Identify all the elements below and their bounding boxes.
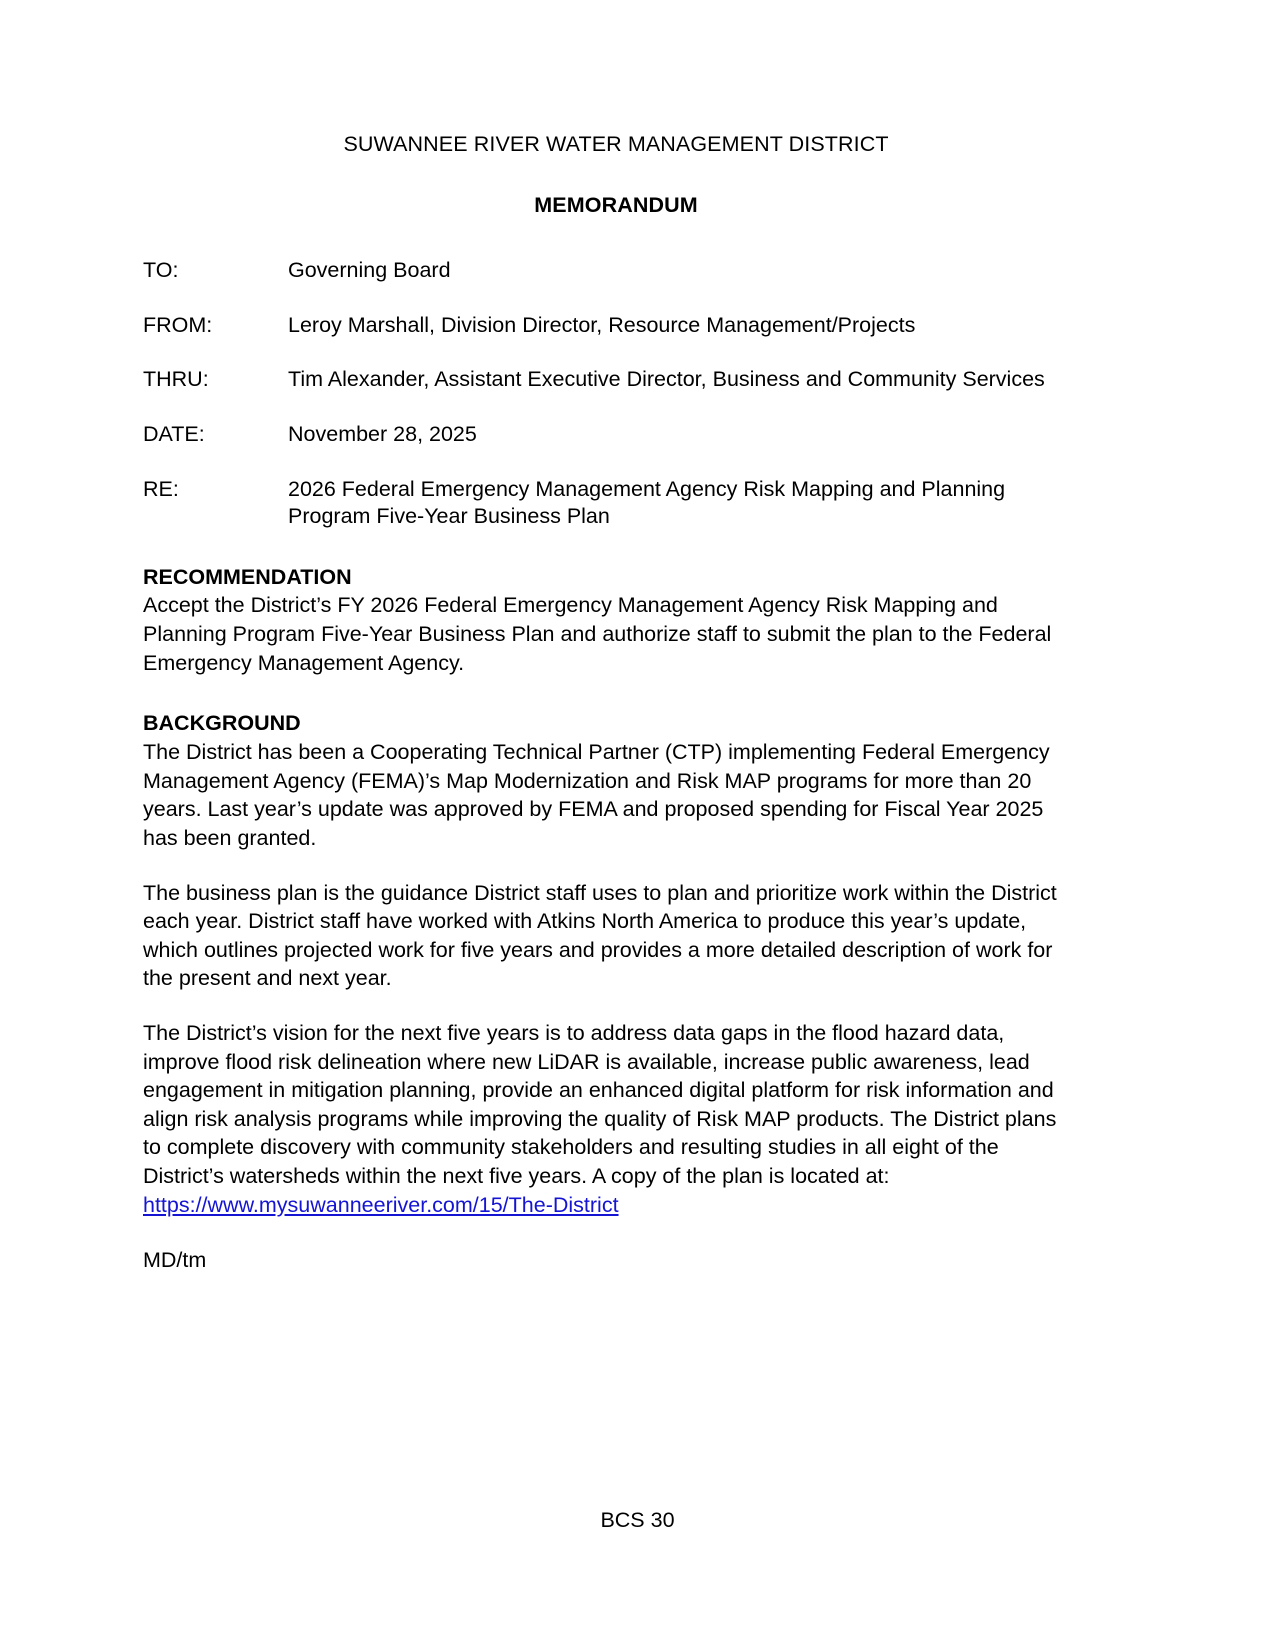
section-background: [143, 710, 1075, 1219]
memo-field-label: DATE:: [143, 421, 205, 446]
memo-field-label: THRU:: [143, 367, 209, 392]
signoff-initials: MD/tm: [143, 1248, 207, 1273]
background-paragraph-1: The District has been a Cooperating Technical Partner (CTP) implementing Federal Emergency Management Agency (FEMA)’s Map Modernization and Risk MAP programs for more than 20 years. Last year’s update was approved by FEMA and proposed spending for Fiscal Year 2025 has been granted.: [143, 740, 1050, 850]
memo-field-value: 2026 Federal Emergency Management Agency Risk Mapping and Planning Program Five-Year Business Plan: [288, 476, 1006, 529]
document-body: [143, 132, 1075, 1275]
background-paragraph-2: The business plan is the guidance District staff uses to plan and prioritize work within the District each year. District staff have worked with Atkins North America to produce this year’s update, which outlines projected work for five years and provides a more detailed description of work for the present and next year.: [143, 880, 1057, 991]
background-paragraph-3: [143, 1019, 1075, 1219]
memo-field-value: Leroy Marshall, Division Director, Resource Management/Projects: [288, 312, 916, 337]
organization-title: SUWANNEE RIVER WATER MANAGEMENT DISTRICT: [343, 132, 889, 156]
memo-field-thru: [143, 366, 1075, 394]
section-recommendation: [143, 564, 1075, 678]
memo-field-value: Tim Alexander, Assistant Executive Director, Business and Community Services: [288, 367, 1045, 392]
memo-field-label: FROM:: [143, 312, 213, 337]
business-plan-link[interactable]: https://www.mysuwanneeriver.com/15/The-District: [143, 1192, 619, 1217]
memo-field-date: [143, 421, 1075, 449]
background-paragraph-3-text: The District’s vision for the next five years is to address data gaps in the flood hazard data, improve flood risk delineation where new LiDAR is available, increase public awareness, lead engagement in mitigation planning, provide an enhanced digital platform for risk information and align risk analysis programs while improving the quality of Risk MAP products. The District plans to complete discovery with community stakeholders and resulting studies in all eight of the District’s watersheds within the next five years. A copy of the plan is located at:: [143, 1020, 1057, 1188]
memo-field-re: [143, 476, 1075, 531]
memo-field-from: [143, 312, 1075, 340]
section-heading-background: BACKGROUND: [143, 711, 301, 736]
memo-field-label: TO:: [143, 258, 179, 283]
page-footer: BCS 30: [600, 1508, 675, 1532]
section-heading-recommendation: RECOMMENDATION: [143, 564, 352, 589]
recommendation-paragraph: Accept the District’s FY 2026 Federal Emergency Management Agency Risk Mapping and Planning Program Five-Year Business Plan and authorize staff to submit the plan to the Federal Emergency Management Agency.: [143, 593, 1052, 675]
memo-field-to: [143, 257, 1075, 285]
memo-field-value: Governing Board: [288, 258, 451, 283]
memo-field-label: RE:: [143, 476, 179, 501]
memo-field-value: November 28, 2025: [288, 421, 477, 446]
memo-header-fields: [143, 257, 1075, 530]
memorandum-label: MEMORANDUM: [534, 192, 698, 217]
